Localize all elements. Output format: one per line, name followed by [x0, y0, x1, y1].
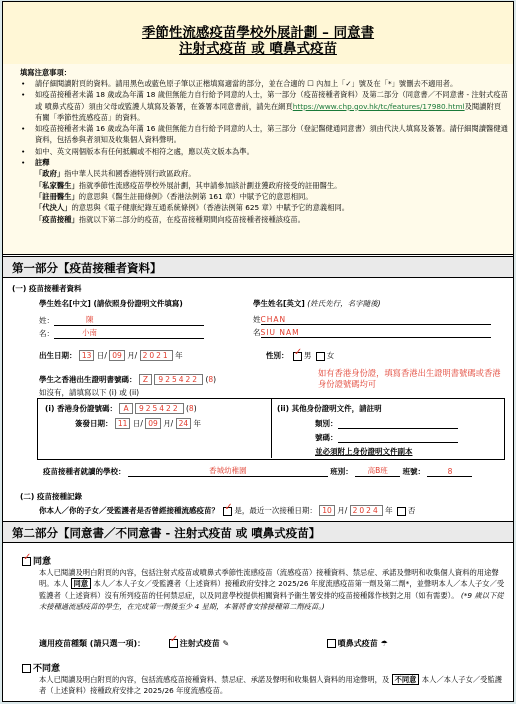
record-no-checkbox[interactable] [397, 507, 406, 516]
school-value[interactable]: 香城幼稚園 [128, 465, 328, 477]
nasal-checkbox[interactable] [327, 639, 336, 648]
disagree-text: 本人已閱讀及明白附頁的內容，包括流感疫苗接種資料、禁忌症、承諾及聲明和收集個人資料的用途聲明，及 不同意 本人／本人子女／受監護者（上述資料）接種政府安排之 2025/26 年度流感疫苗。 [39, 675, 503, 696]
record-year[interactable]: 2024 [350, 505, 383, 516]
instructions-heading: 填寫注意事項： [20, 68, 72, 77]
other-doc-label: (ii) 其他身份證明文件，請註明 [277, 404, 382, 413]
definition: 「疫苗接種」指就以下第二部分的疫苗，在疫苗接種期間向疫苗接種者接種該疫苗。 [35, 214, 305, 224]
instruction-item: • 請仔細閱讀附頁的資料。請用黑色或藍色原子筆以正楷填寫適當的部分，並在合適的 ☐ 內加上「✓」號及在「*」號刪去不適用者。 [13, 78, 508, 89]
birthcert-prefix[interactable]: Z [139, 374, 152, 385]
birthcert-row: 學生之香港出生證明書號碼： Z 925422 (8) [39, 375, 217, 384]
name-en-label-wrap: 學生姓名[英文] (姓氏先行，名字隨後) [253, 299, 381, 308]
male-checkbox[interactable]: ✓ [293, 352, 302, 361]
surname-cn-row: 姓： 陳 [39, 314, 204, 326]
injection-checkbox[interactable]: ✓ [169, 639, 178, 648]
agree-row: ✓ 同意 [23, 552, 52, 567]
alt-hint: 如沒有，請填寫以下 (i) 或 (ii) [39, 388, 140, 397]
birthcert-check[interactable]: 8 [208, 375, 214, 384]
class-number-value[interactable]: 8 [427, 467, 472, 477]
disagree-box: 不同意 [392, 674, 420, 685]
form-title: 季節性流感疫苗學校外展計劃 – 同意書 [141, 25, 375, 41]
form-subtitle: 注射式疫苗 或 噴鼻式疫苗 [179, 41, 337, 57]
school-row: 疫苗接種者就讀的學校： 香城幼稚園 班別： 高B班 班號： 8 [43, 465, 472, 477]
alt-id-divider [271, 398, 272, 458]
hkid-row: (i) 香港身份證號碼： A 925422 (8) [45, 404, 197, 413]
record-month[interactable]: 10 [319, 505, 335, 516]
hkid-number[interactable]: 925422 [135, 403, 184, 414]
dob-month[interactable]: 09 [109, 350, 125, 361]
female-checkbox[interactable] [316, 352, 325, 361]
agree-checkbox[interactable]: ✓ [22, 557, 31, 566]
part1-sub2: (二) 疫苗接種記錄 [20, 492, 82, 501]
dob-year[interactable]: 2021 [140, 350, 173, 361]
given-en-row: 名SIU NAM [253, 327, 491, 338]
surname-cn-value[interactable]: 陳 [86, 315, 94, 324]
class-value[interactable]: 高B班 [355, 465, 400, 477]
issue-day[interactable]: 11 [115, 418, 131, 429]
gender-row: 性別： ✓ 男 女 [266, 346, 335, 360]
definition: 「政府」指中華人民共和國香港特別行政區政府。 [35, 169, 196, 179]
dob-row: 出生日期： 13 日/ 09 月/ 2021 年 [39, 351, 183, 360]
hkid-check[interactable]: 8 [188, 404, 194, 413]
instruction-item: • 如中、英文兩個版本有任何抵觸或不相符之處，應以英文版本為準。 [13, 146, 508, 157]
surname-en-row: 姓CHAN [253, 314, 491, 325]
part1-header: 第一部分【疫苗接種者資料】 [3, 256, 513, 278]
attach-note: 並必須附上身份證明文件副本 [315, 447, 413, 456]
doc-no-field[interactable] [338, 442, 458, 443]
instruction-item: • 如疫苗接種者未滿 16 歲或為年滿 16 歲但無能力自行給予同意的人士，第三部分（登記醫健通同意書）須由代決人填寫及簽署。請仔細閱讀醫健通資料，包括參與者須知及收集個人資料聲明。 [13, 123, 508, 146]
issue-month[interactable]: 09 [145, 418, 161, 429]
hkid-prefix[interactable]: A [119, 403, 132, 414]
doc-kind-field[interactable] [338, 428, 458, 429]
birthcert-number[interactable]: 925422 [154, 374, 203, 385]
instruction-item: • 註釋 [13, 157, 508, 168]
surname-en-value[interactable]: CHAN [261, 315, 491, 325]
record-row: 你本人／你的子女／受監護者是否曾經接種流感疫苗？ ✓ 是，最近一次接種日期： 10 月/ 2024 年 否 [39, 501, 416, 515]
instruction-item: • 如疫苗接種者未滿 18 歲或為年滿 18 歲但無能力自行給予同意的人士，第一部分（疫苗接種者資料）及第二部分（同意書／不同意書 - 注射式疫苗 或 噴鼻式疫苗）須由父母或監護人填寫及簽署，在簽署本同意書前，請先在網頁https://www.chp.gov.hk/tc/features/17980.html及閱讀附頁有關「季節性流感疫苗」的資料。 [13, 89, 508, 123]
definition: 「註冊醫生」的意思與《醫生註冊條例》（香港法例第 161 章）中賦予它的意思相同。 [35, 191, 313, 201]
injection-icon: ✎ [222, 639, 230, 648]
nasal-spray-icon: ☂ [380, 639, 388, 648]
part2-header: 第二部分【同意書／不同意書 - 注射式疫苗 或 噴鼻式疫苗】 [3, 521, 513, 543]
given-cn-value[interactable]: 小南 [82, 328, 97, 337]
title-area [3, 2, 513, 65]
dob-day[interactable]: 13 [79, 350, 95, 361]
issue-date-row: 簽發日期： 11 日/ 09 月/ 24 年 [75, 419, 202, 428]
issue-year[interactable]: 24 [176, 418, 192, 429]
disagree-row: 不同意 [20, 661, 60, 674]
handwritten-note: 如有香港身份證，填寫香港出生證明書號碼或香港身份證號碼均可 [318, 368, 501, 389]
vaccine-type-row: 適用疫苗種類 (請只選一項)： ✓ 注射式疫苗 ✎ 噴鼻式疫苗 ☂ [39, 634, 388, 648]
definition: 「代決人」的意思與《電子健康紀錄互通系統條例》（香港法例第 625 章）中賦予它的意義相同。 [35, 203, 350, 213]
chp-link[interactable]: https://www.chp.gov.hk/tc/features/17980.html [292, 101, 465, 111]
definition: 「私家醫生」指就季節性流感疫苗學校外展計劃，其申請參加該計劃並獲政府接受的註冊醫生。 [35, 180, 342, 190]
agree-box: 同意 [71, 578, 92, 589]
doc-kind-row: 類別： [315, 418, 458, 429]
given-en-value[interactable]: SIU NAM [261, 328, 491, 338]
instructions-panel [3, 64, 513, 255]
record-yes-checkbox[interactable]: ✓ [223, 507, 232, 516]
part1-sub1: (一) 疫苗接種者資料 [12, 284, 82, 293]
name-cn-label: 學生姓名[中文] (請依照身份證明文件填寫) [39, 299, 183, 308]
agree-text: 本人已閱讀及明白附頁的內容，包括注射式疫苗或噴鼻式季節性流感疫苗（流感疫苗）接種資料、禁忌症、承諾及聲明和收集個人資料的用途聲明。本人 同意 本人／本人子女／受監護者（上述資料）接種政府安排之 2025/26 年度流感疫苗第一劑及第二劑*，並聲明本人／本人子女／受監護者（上述資料）沒有所列疫苗的任何禁忌症，以及同意學校提供相關資料予衞生署安排的疫苗接種隊作核對之用（如有需要）。 (*9 歲以下從未接種過流感疫苗的學生，在完成第一劑後至少 4 星期，本署將會安排接種第二劑疫苗。) [39, 568, 505, 611]
given-cn-row: 名： 小南 [39, 327, 204, 339]
doc-no-row: 號碼： [315, 432, 458, 443]
consent-form-page [2, 1, 514, 702]
disagree-checkbox[interactable] [22, 664, 31, 673]
